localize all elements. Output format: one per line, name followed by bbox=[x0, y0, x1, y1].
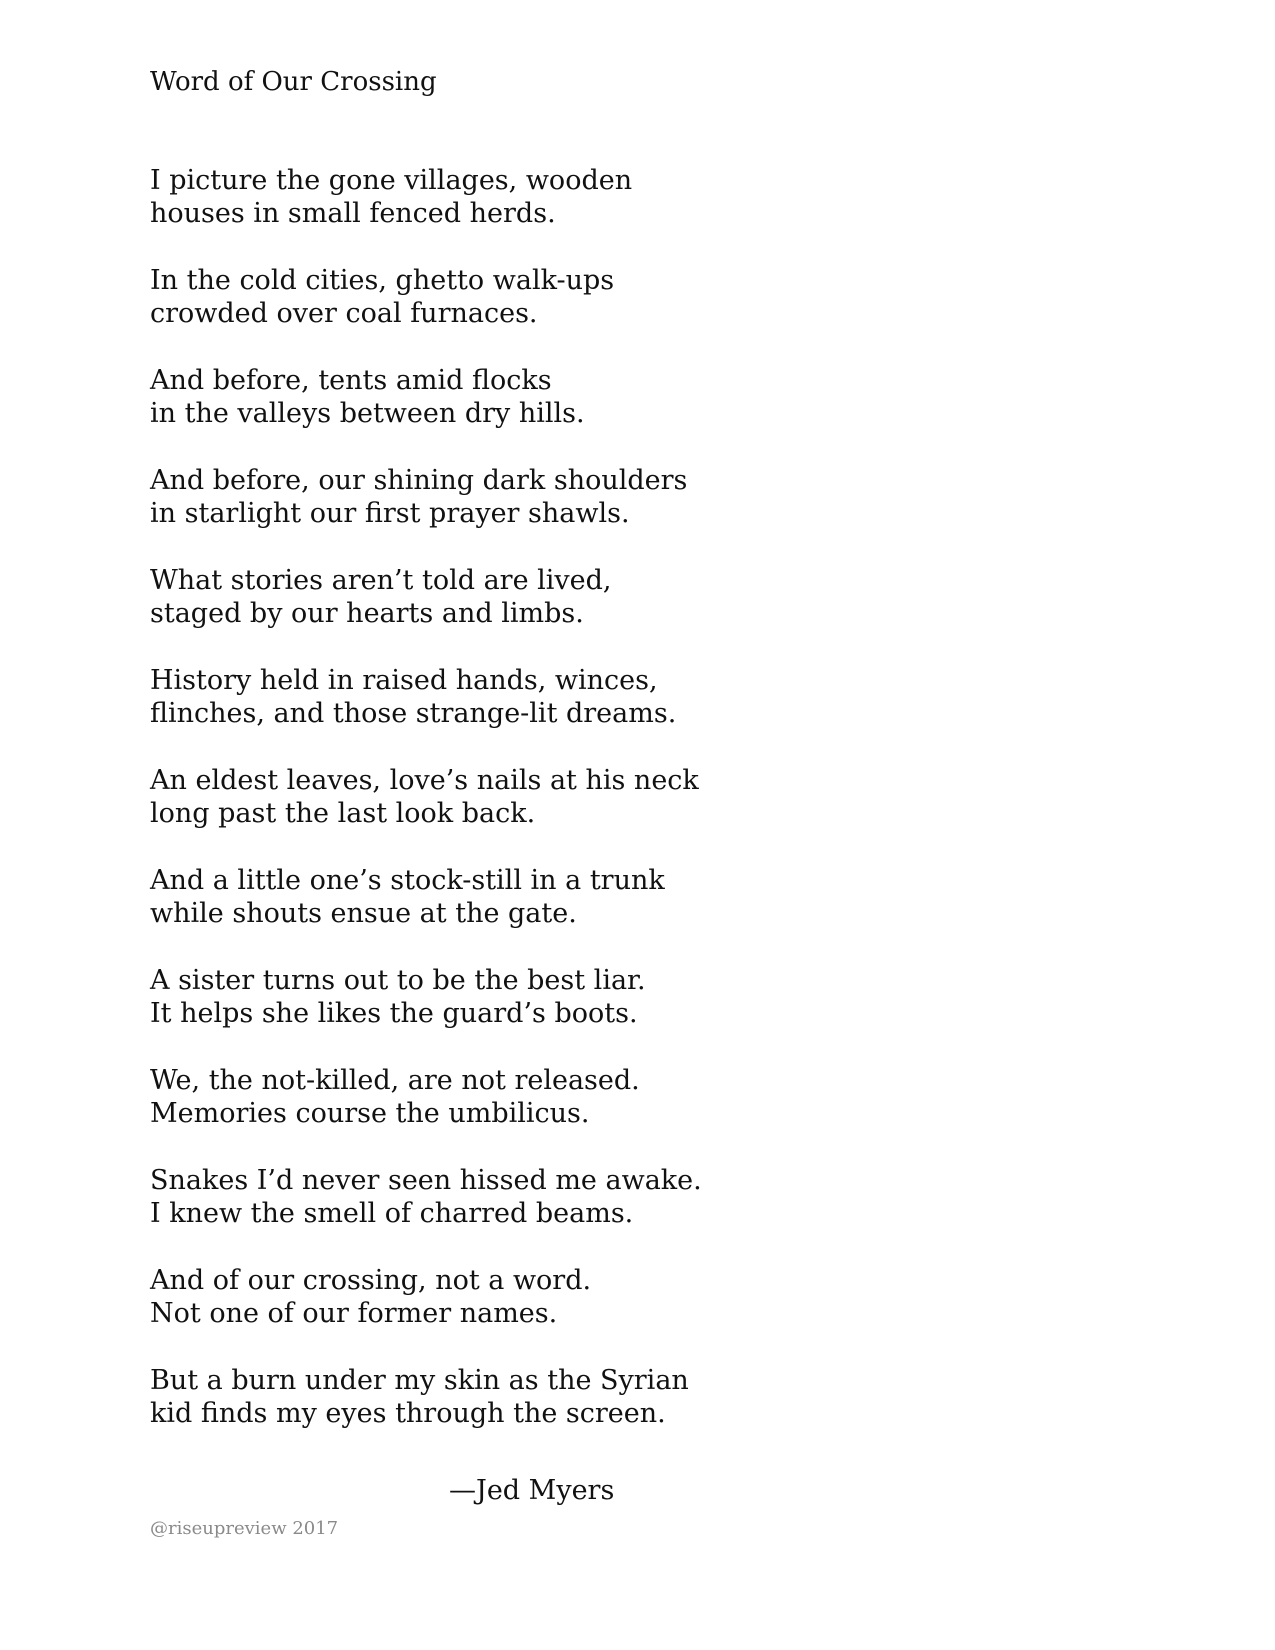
poem-line: houses in small fenced herds. bbox=[150, 198, 556, 229]
poem-line: crowded over coal furnaces. bbox=[150, 298, 538, 329]
poem-line: I picture the gone villages, wooden bbox=[150, 165, 633, 196]
poem-title: Word of Our Crossing bbox=[150, 67, 437, 97]
stanza bbox=[150, 1164, 850, 1230]
poem-line: And of our crossing, not a word. bbox=[150, 1265, 592, 1296]
stanza bbox=[150, 564, 850, 630]
stanza bbox=[150, 1364, 850, 1430]
stanza bbox=[150, 364, 850, 430]
poem-line: long past the last look back. bbox=[150, 798, 536, 829]
poem-line: while shouts ensue at the gate. bbox=[150, 898, 577, 929]
stanza bbox=[150, 964, 850, 1030]
poem-line: Memories course the umbilicus. bbox=[150, 1098, 590, 1129]
stanza bbox=[150, 764, 850, 830]
poem-line: Snakes I’d never seen hissed me awake. bbox=[150, 1165, 702, 1196]
poem-line: But a burn under my skin as the Syrian bbox=[150, 1365, 689, 1396]
poem-line: in the valleys between dry hills. bbox=[150, 398, 585, 429]
poem-line: staged by our hearts and limbs. bbox=[150, 598, 584, 629]
poem-line: In the cold cities, ghetto walk-ups bbox=[150, 265, 615, 296]
poem-line: We, the not-killed, are not released. bbox=[150, 1065, 640, 1096]
author-attribution: —Jed Myers bbox=[449, 1475, 615, 1506]
stanza bbox=[150, 1264, 850, 1330]
poem-body bbox=[150, 164, 850, 1464]
poem-line: in starlight our first prayer shawls. bbox=[150, 498, 630, 529]
poem-line: flinches, and those strange-lit dreams. bbox=[150, 698, 677, 729]
poem-line: What stories aren’t told are lived, bbox=[150, 565, 612, 596]
poem-line: kid finds my eyes through the screen. bbox=[150, 1398, 666, 1429]
copyright-footer: @riseupreview 2017 bbox=[150, 1518, 339, 1539]
stanza bbox=[150, 864, 850, 930]
poem-line: A sister turns out to be the best liar. bbox=[150, 965, 646, 996]
poem-line: I knew the smell of charred beams. bbox=[150, 1198, 634, 1229]
poem-line: And before, tents amid flocks bbox=[150, 365, 552, 396]
stanza bbox=[150, 1064, 850, 1130]
stanza bbox=[150, 264, 850, 330]
stanza bbox=[150, 664, 850, 730]
poem-line: Not one of our former names. bbox=[150, 1298, 558, 1329]
poem-line: And before, our shining dark shoulders bbox=[150, 465, 688, 496]
poem-line: An eldest leaves, love’s nails at his neck bbox=[150, 765, 699, 796]
stanza bbox=[150, 464, 850, 530]
stanza bbox=[150, 164, 850, 230]
poem-line: History held in raised hands, winces, bbox=[150, 665, 658, 696]
poem-line: And a little one’s stock-still in a trunk bbox=[150, 865, 665, 896]
poem-line: It helps she likes the guard’s boots. bbox=[150, 998, 638, 1029]
